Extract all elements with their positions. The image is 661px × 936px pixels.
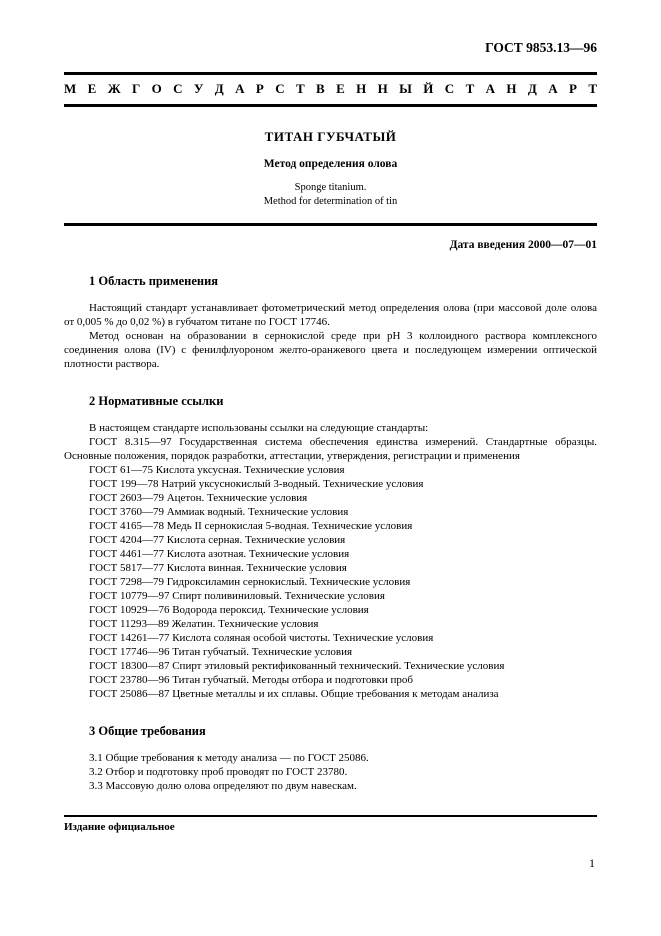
reference-item: ГОСТ 10929—76 Водорода пероксид. Технические условия	[89, 604, 369, 617]
reference-item: ГОСТ 199—78 Натрий уксуснокислый 3-водный. Технические условия	[89, 478, 424, 491]
reference-item: ГОСТ 3760—79 Аммиак водный. Технические условия	[89, 506, 349, 519]
section-1-paragraph: Настоящий стандарт устанавливает фотометрический метод определения олова (при массовой доле олова от 0,005 % до 0,02 %) в губчатом титане по ГОСТ 17746.	[64, 302, 597, 329]
title-block	[64, 129, 597, 208]
reference-item: ГОСТ 4461—77 Кислота азотная. Технические условия	[89, 548, 350, 561]
title-subtitle: Метод определения олова	[263, 158, 398, 170]
reference-item: ГОСТ 10779—97 Спирт поливиниловый. Технические условия	[89, 590, 385, 603]
reference-item: ГОСТ 14261—77 Кислота соляная особой чистоты. Технические условия	[89, 632, 434, 645]
requirement-item: 3.3 Массовую долю олова определяют по двум навескам.	[89, 780, 357, 793]
reference-item: ГОСТ 5817—77 Кислота винная. Технические условия	[89, 562, 347, 575]
reference-item: ГОСТ 4204—77 Кислота серная. Технические условия	[89, 534, 346, 547]
title-main: ТИТАН ГУБЧАТЫЙ	[264, 129, 397, 144]
effective-date: Дата введения 2000—07—01	[449, 239, 597, 252]
reference-item: ГОСТ 17746—96 Титан губчатый. Технические условия	[89, 646, 353, 659]
section-3-heading: 3 Общие требования	[89, 724, 206, 739]
title-divider-rule	[64, 223, 597, 226]
title-english-line1: Sponge titanium.	[294, 182, 367, 193]
section-1-heading: 1 Область применения	[89, 274, 219, 289]
reference-item: ГОСТ 2603—79 Ацетон. Технические условия	[89, 492, 308, 505]
page-number: 1	[589, 856, 595, 870]
reference-item: ГОСТ 11293—89 Желатин. Технические условия	[89, 618, 319, 631]
reference-item: ГОСТ 23780—96 Титан губчатый. Методы отбора и подготовки проб	[89, 674, 413, 687]
reference-item: ГОСТ 8.315—97 Государственная система обеспечения единства измерений. Стандартные образцы. Основные положения, порядок разработки, аттестации, утверждения, регистрации и применения	[64, 436, 597, 463]
reference-item: ГОСТ 61—75 Кислота уксусная. Технические условия	[89, 464, 345, 477]
section-2-heading: 2 Нормативные ссылки	[89, 394, 224, 409]
footer-edition-note: Издание официальное	[64, 815, 597, 833]
section-1-paragraph: Метод основан на образовании в сернокислой среде при рН 3 коллоидного раствора комплексного соединения олова (IV) с фенилфлуороном желто-оранжевого цвета и последующем измерении оптической плотности раствора.	[64, 330, 597, 371]
requirement-item: 3.2 Отбор и подготовку проб проводят по ГОСТ 23780.	[89, 766, 348, 779]
section-2-intro: В настоящем стандарте использованы ссылки на следующие стандарты:	[89, 422, 429, 435]
title-english-line2: Method for determination of tin	[263, 195, 398, 207]
reference-item: ГОСТ 4165—78 Медь II сернокислая 5-водная. Технические условия	[89, 520, 413, 533]
standard-type-banner: М Е Ж Г О С У Д А Р С Т В Е Н Н Ы Й С Т А Н Д А Р Т	[64, 72, 597, 107]
requirement-item: 3.1 Общие требования к методу анализа — по ГОСТ 25086.	[89, 752, 369, 765]
reference-item: ГОСТ 7298—79 Гидроксиламин сернокислый. Технические условия	[89, 576, 411, 589]
reference-item: ГОСТ 25086—87 Цветные металлы и их сплавы. Общие требования к методам анализа	[89, 688, 499, 701]
title-english	[64, 181, 597, 208]
reference-item: ГОСТ 18300—87 Спирт этиловый ректификованный технический. Технические условия	[89, 660, 505, 673]
doc-number: ГОСТ 9853.13—96	[485, 40, 597, 55]
